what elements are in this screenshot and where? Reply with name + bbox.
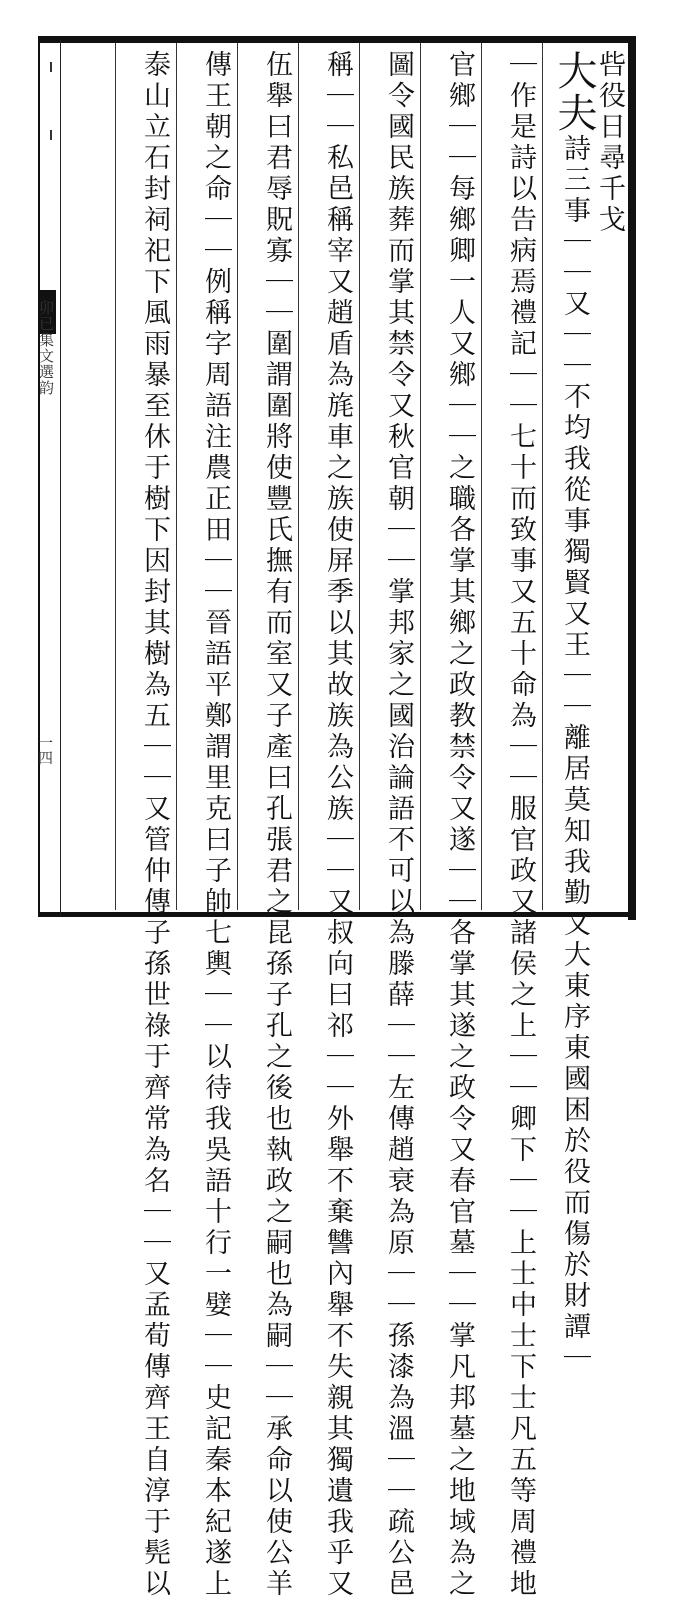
- column-rule: [115, 43, 116, 910]
- margin-page-number: 一四: [36, 735, 54, 765]
- column-text: 傳王朝之命｜｜例稱字周語注農正田｜｜晉語平鄭謂里克曰子帥七輿｜｜以待我吳語十行一嬖｜｜史記秦本紀遂上: [200, 50, 231, 1600]
- text-column-4: [440, 50, 478, 1600]
- text-column-2: [551, 50, 597, 1374]
- text-column-8: [196, 50, 234, 1600]
- column-text: ｜作是詩以告病焉禮記｜｜七十而致事又五十命為｜｜服官政又諸侯之上｜｜卿下｜｜上士中士下士凡五等周禮地: [505, 50, 536, 1600]
- column-text: 泰山立石封祠祀下風雨暴至休于樹下因封其樹為五｜｜又管仲傳子孫世祿于齊常為名｜｜又孟荀傳齊王自淳于髡以: [139, 50, 170, 1600]
- margin-book-title: 卯已集文選韵: [37, 300, 55, 396]
- entry-headword: 大夫: [551, 50, 597, 134]
- margin-tick: [50, 130, 52, 140]
- text-column-5: [379, 50, 417, 1600]
- text-column-7: [257, 50, 295, 1600]
- column-rule: [481, 43, 482, 910]
- margin-tick: [50, 62, 52, 72]
- page-margin-strip: [30, 40, 61, 916]
- text-column-9: [135, 50, 173, 1600]
- column-text: 圖令國民族葬而掌其禁令又秋官朝｜｜掌邦家之國治論語不可以為滕薛｜｜左傳趙衰為原｜｜孫漆為溫｜｜疏公邑: [383, 50, 414, 1600]
- text-column-6: [318, 50, 356, 1600]
- text-column-10: [74, 50, 112, 900]
- column-rule: [237, 43, 238, 910]
- column-text: 官鄉｜｜每鄉卿一人又鄉｜｜之職各掌其鄉之政教禁令又遂｜｜各掌其遂之政令又春官墓｜｜掌凡邦墓之地域為之: [444, 50, 475, 1600]
- column-rule: [359, 43, 360, 910]
- column-rule: [176, 43, 177, 910]
- right-border: [628, 36, 636, 920]
- column-text: 伍舉曰君辱貺寡｜｜圍謂圍將使豐氏撫有而室又子產曰孔張君之昆孫子孔之後也執政之嗣也為嗣｜｜承命以使公羊: [261, 50, 292, 1600]
- column-text: 詩三事｜｜又｜｜不均我從事獨賢又王｜｜離居莫知我勤又大東序東國困於役而傷於財譚｜: [559, 134, 590, 1374]
- column-text: 呰役日尋千戈: [594, 50, 625, 236]
- column-rule: [298, 43, 299, 910]
- column-rule: [542, 43, 543, 910]
- column-rule: [420, 43, 421, 910]
- column-text: 稱｜｜私邑稱宰又趙盾為旄車之族使屏季以其故族為公族｜｜又叔向曰祁｜｜外舉不棄讐內舉不失親其獨遺我乎又: [322, 50, 353, 1600]
- text-column-3: [501, 50, 539, 1600]
